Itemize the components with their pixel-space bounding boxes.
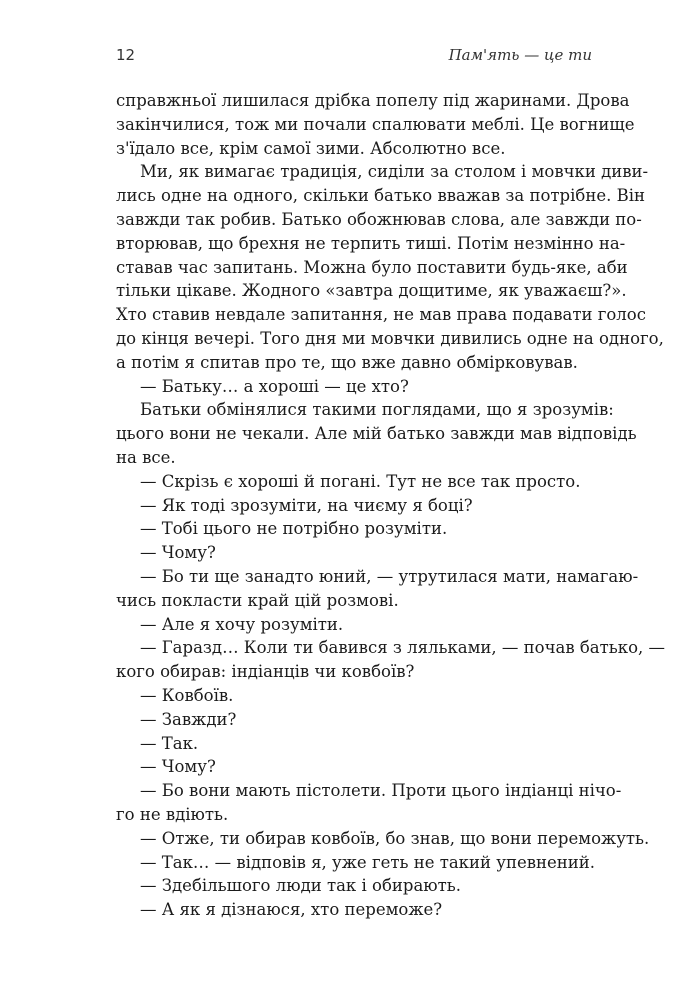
text-line: — Чому?: [140, 543, 216, 563]
text-line: Хто ставив невдале запитання, не мав права подавати голос: [116, 305, 646, 325]
text-line: чись покласти край цій розмові.: [116, 590, 399, 610]
text-line: а потім я спитав про те, що вже давно обмірковував.: [116, 352, 578, 372]
text-line: з'їдало все, крім самої зими. Абсолютно все.: [116, 138, 506, 158]
text-line: Ми, як вимагає традиція, сиділи за столом і мовчки диви-: [140, 162, 649, 182]
text-line: — Бо ти ще занадто юний, — утрутилася мати, намагаю-: [140, 566, 639, 586]
text-line: — Здебільшого люди так і обирають.: [140, 876, 462, 896]
text-line: — А як я дізнаюся, хто переможе?: [140, 900, 443, 920]
text-line: Батьки обмінялися такими поглядами, що я зрозумів:: [140, 400, 614, 420]
running-title: Пам'ять — це ти: [448, 46, 592, 64]
text-line: го не вдіють.: [116, 804, 229, 824]
text-line: — Бо вони мають пістолети. Проти цього індіанці нічо-: [140, 781, 622, 801]
text-line: закінчилися, тож ми почали спалювати меблі. Це вогнище: [116, 114, 635, 134]
text-line: на все.: [116, 447, 176, 467]
text-line: — Ковбоїв.: [140, 685, 234, 705]
text-line: — Отже, ти обирав ковбоїв, бо знав, що вони переможуть.: [140, 828, 650, 848]
text-line: — Чому?: [140, 757, 216, 777]
text-line: кого обирав: індіанців чи ковбоїв?: [116, 662, 415, 682]
text-line: — Як тоді зрозуміти, на чиєму я боці?: [140, 495, 473, 515]
text-line: тільки цікаве. Жодного «завтра дощитиме, як уважаєш?».: [116, 281, 627, 301]
page-number: 12: [116, 46, 136, 64]
text-line: цього вони не чекали. Але мій батько завжди мав відповідь: [116, 424, 637, 444]
text-line: — Батьку… а хороші — це хто?: [140, 376, 409, 396]
text-line: ставав час запитань. Можна було поставити будь-яке, аби: [116, 257, 628, 277]
text-line: — Завжди?: [140, 709, 237, 729]
text-line: — Гаразд… Коли ти бавився з ляльками, — почав батько, —: [140, 638, 665, 658]
text-line: — Так… — відповів я, уже геть не такий упевнений.: [140, 852, 595, 872]
text-line: — Так.: [140, 733, 199, 753]
text-line: завжди так робив. Батько обожнював слова, але завжди по-: [116, 209, 642, 229]
running-head: [116, 46, 592, 68]
body-text: [116, 89, 665, 922]
text-line: — Скрізь є хороші й погані. Тут не все так просто.: [140, 471, 581, 491]
text-line: справжньої лишилася дрібка попелу під жаринами. Дрова: [116, 91, 630, 110]
text-line: вторював, що брехня не терпить тиші. Потім незмінно на-: [116, 233, 626, 253]
text-line: — Тобі цього не потрібно розуміти.: [140, 519, 448, 539]
text-line: — Але я хочу розуміти.: [140, 614, 344, 634]
text-line: лись одне на одного, скільки батько вважав за потрібне. Він: [116, 186, 645, 206]
text-line: до кінця вечері. Того дня ми мовчки дивились одне на одного,: [116, 328, 664, 348]
